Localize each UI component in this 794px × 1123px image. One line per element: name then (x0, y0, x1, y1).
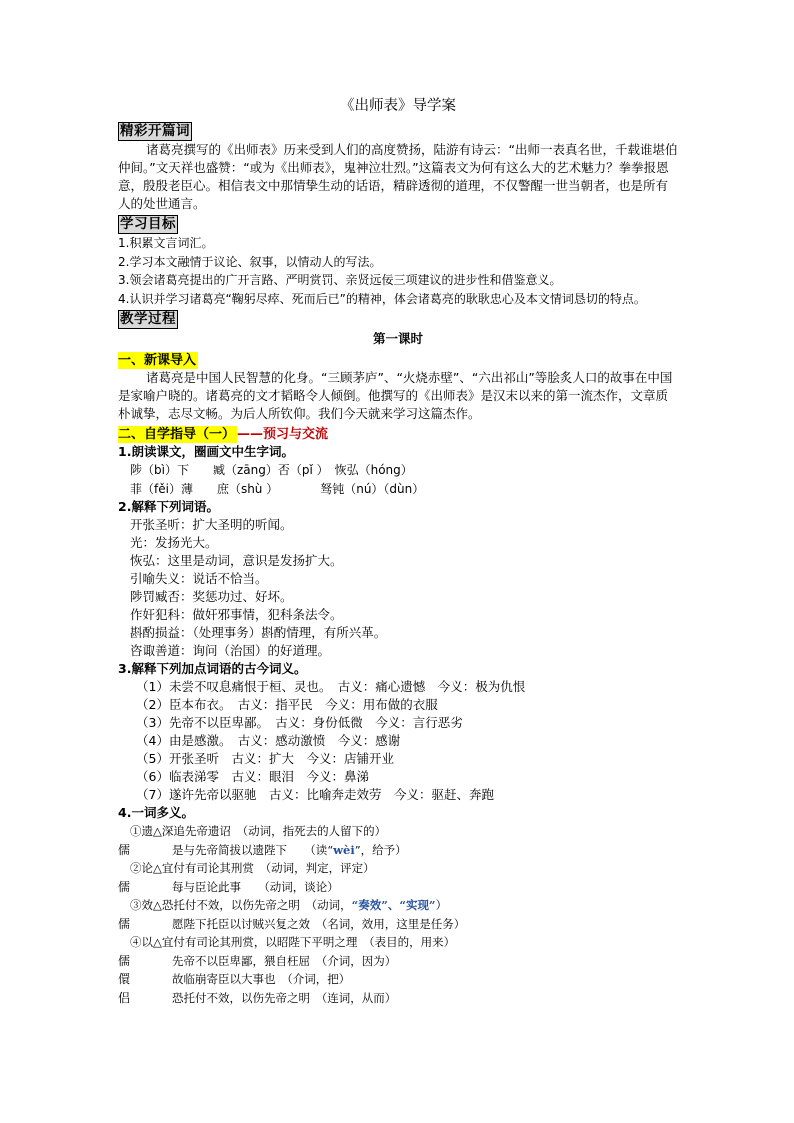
q4-row-side: 儒 (118, 879, 131, 894)
q4-row (118, 952, 678, 971)
document-title: 《出师表》导学案 (340, 98, 456, 114)
q3-item: （5）开张圣听 古义：扩大 今义：店铺开业 (136, 751, 394, 766)
q2-list (118, 516, 678, 660)
intro-label: 精彩开篇词 (120, 123, 190, 139)
process-section (118, 308, 678, 1007)
q4-row-text: 是与先帝简拔以遗陛下 （读“ (172, 842, 334, 857)
q4-list (118, 822, 678, 1007)
q2-item: 引喻失义：说话不恰当。 (130, 571, 268, 586)
q4-row-tail: ”，给予） (354, 842, 407, 857)
goal-item: 4.认识并学习诸葛亮“鞠躬尽瘁、死而后已”的精神，体会诸葛亮的耿耿忠心及本文情词恳切的特点。 (118, 291, 646, 306)
q2-item: 咨诹善道：询问（治国）的好道理。 (130, 643, 331, 658)
q4-row (118, 933, 678, 952)
goals-list (118, 234, 678, 308)
q4-row-emph: wèi (333, 842, 355, 857)
q4-row-side: 儒 (118, 916, 131, 931)
part1-text: 诸葛亮是中国人民智慧的化身。“三顾茅庐”、“火烧赤壁”、“六出祁山”等脍炙人口的故事在中国是家喻户晓的。诸葛亮的文才韬略令人倾倒。他撰写的《出师表》是汉末以来的第一流杰作，文章质朴诚挚，志尽文畅。为后人所钦仰。我们今天就来学习这篇杰作。 (118, 370, 673, 421)
q1-line: 陟（bì）下 臧（zāng）否（pǐ ） 恢弘（hóng） (130, 463, 413, 477)
q4-row-side: 儒 (118, 953, 131, 968)
q2-item: 开张圣听：扩大圣明的听闻。 (130, 517, 293, 532)
q1-title: 1.朗读课文，圈画文中生字词。 (118, 444, 294, 459)
q3-title: 3.解释下列加点词语的古今词义。 (118, 661, 307, 676)
q3-item: （3）先帝不以臣卑鄙。 古义：身份低微 今义：言行恶劣 (136, 715, 463, 730)
q4-row-text: ②论△宜付有司论其刑赏 （动词，判定，评定） (130, 861, 375, 875)
q2-item: 光：发扬光大。 (130, 535, 218, 550)
q4-row-text: ④以△宜付有司论其刑赏，以昭陛下平明之理 （表目的，用来） (130, 935, 456, 949)
process-label: 教学过程 (120, 311, 176, 327)
lesson-title: 第一课时 (372, 331, 423, 346)
q4-row-text: 先帝不以臣卑鄙，猥自枉屈 （介词，因为） (172, 953, 397, 968)
goal-item: 2.学习本文融情于议论、叙事，以情动人的写法。 (118, 254, 382, 269)
q1-line: 菲（fěi）薄 庶（shù ） 驽钝（nú）（dùn） (130, 481, 425, 496)
part2-heading-tail: ——预习与交流 (237, 427, 329, 442)
document-page (118, 96, 678, 1007)
q4-row-emph: “奏效”、“实现” (351, 898, 436, 912)
q4-row (118, 970, 678, 989)
q4-row (118, 822, 678, 841)
q4-title: 4.一词多义。 (118, 805, 194, 820)
q4-row-side: 儒 (118, 842, 131, 857)
part2-heading-row (118, 423, 678, 443)
q4-row-side: 儇 (118, 972, 131, 986)
q2-item: 恢弘：这里是动词，意识是发扬扩大。 (130, 553, 343, 568)
q4-row-text: 每与臣论此事 （动词，谈论） (172, 879, 339, 894)
goals-section (118, 213, 678, 308)
goal-item: 3.领会诸葛亮提出的广开言路、严明赏罚、亲贤远佞三项建议的进步性和借鉴意义。 (118, 273, 562, 287)
part2-heading: 二、自学指导（一） (118, 427, 236, 442)
q2-item: 作奸犯科：做奸邪事情，犯科条法令。 (130, 607, 343, 622)
q4-row-side: 侣 (118, 990, 131, 1005)
q2-item: 斟酌损益：（处理事务）斟酌情理，有所兴革。 (130, 625, 387, 640)
q4-row-text: 恐托付不效，以伤先帝之明 （连词，从而） (172, 990, 397, 1005)
q4-row (118, 859, 678, 878)
q2-item: 陟罚臧否：奖惩功过、好坏。 (130, 589, 293, 604)
intro-text: 诸葛亮撰写的《出师表》历来受到人们的高度赞扬，陆游有诗云：“出师一表真名世，千载谁堪伯仲间。”文天祥也盛赞：“或为《出师表》，鬼神泣壮烈。”这篇表文为何有这么大的艺术魅力？拳拳报恩意，殷殷老臣心。相信表文中那情挚生动的话语，精辟透彻的道理，不仅警醒一世当朝者，也是所有人的处世通言。 (118, 142, 678, 211)
q4-row (118, 841, 678, 860)
q3-item: （4）由是感激。 古义：感动激愤 今义：感谢 (136, 733, 401, 748)
q4-row (118, 896, 678, 915)
intro-section (118, 120, 678, 213)
q4-row (118, 915, 678, 934)
q3-item: （1）未尝不叹息痛恨于桓、灵也。 古义：痛心遗憾 今义：极为仇恨 (136, 679, 526, 694)
q4-row-text: 愿陛下托臣以讨贼兴复之效 （名词，效用，这里是任务） (172, 916, 466, 931)
q4-row-text: ①遗△深追先帝遗诏 （动词，指死去的人留下的） (130, 824, 387, 838)
q3-item: （6）临表涕零 古义：眼泪 今义：鼻涕 (136, 769, 369, 784)
q3-item: （7）遂许先帝以驱驰 古义：比喻奔走效劳 今义：驱赶、奔跑 (136, 787, 494, 802)
q3-item: （2）臣本布衣。 古义：指平民 今义：用布做的衣服 (136, 697, 438, 712)
q4-row (118, 989, 678, 1008)
q2-title: 2.解释下列词语。 (118, 499, 219, 514)
q4-row-text: 故临崩寄臣以大事也 （介词，把） (172, 972, 351, 986)
goal-item: 1.积累文言词汇。 (118, 236, 214, 250)
q4-row (118, 878, 678, 897)
goals-label: 学习目标 (120, 216, 176, 232)
q4-row-tail: ） (435, 898, 448, 912)
q4-row-text: ③效△恐托付不效，以伤先帝之明 （动词， (130, 898, 352, 912)
part1-heading: 一、新课导入 (118, 353, 197, 368)
q3-list (118, 678, 678, 804)
